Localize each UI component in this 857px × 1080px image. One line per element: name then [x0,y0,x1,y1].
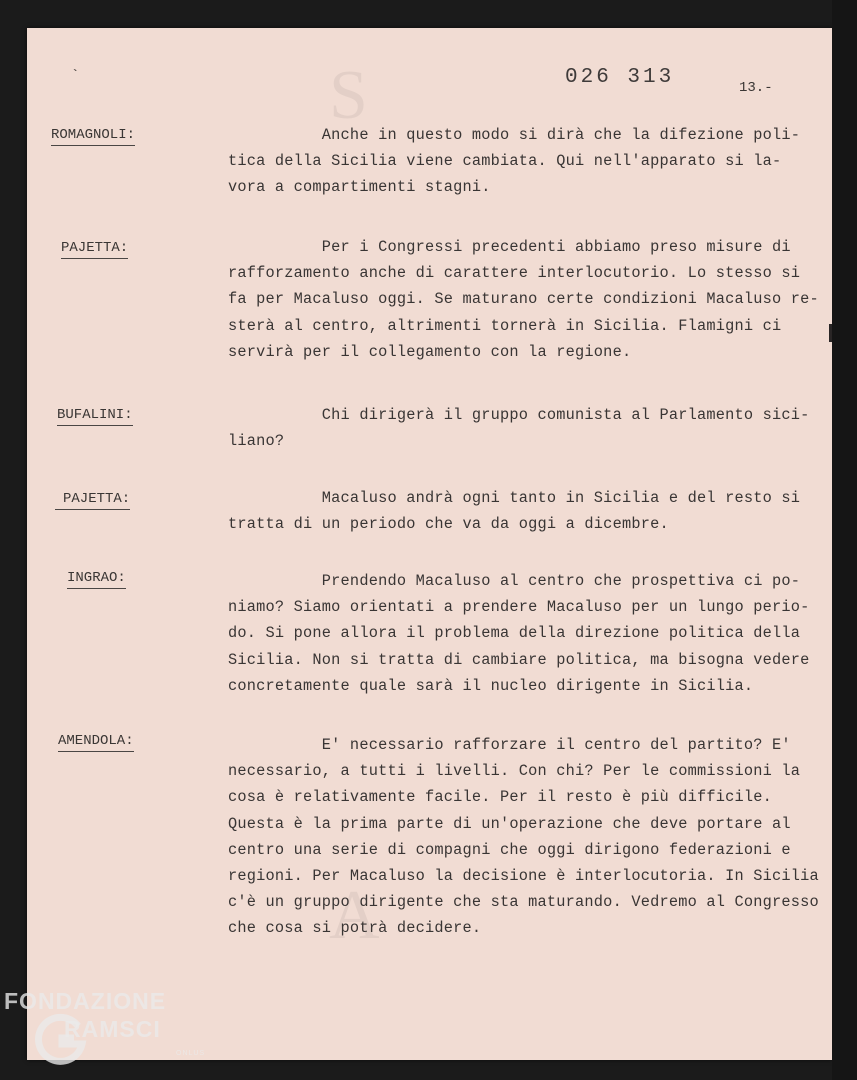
speech-line: che cosa si potrà decidere. [228,919,482,938]
speaker-label: AMENDOLA: [58,733,134,749]
speech-line: servirà per il collegamento con la regione. [228,342,632,361]
speaker-underline [58,751,134,752]
speaker-underline [67,588,126,589]
speaker-romagnoli [51,126,135,144]
speech-line: fa per Macaluso oggi. Se maturano certe condizioni Macaluso re- [228,290,819,309]
speech-line: rafforzamento anche di carattere interlocutorio. Lo stesso si [228,264,801,283]
speaker-label: BUFALINI: [57,407,133,423]
speech-line: Macaluso andrà ogni tanto in Sicilia e del resto si [228,489,801,507]
speech-line: tica della Sicilia viene cambiata. Qui nell'apparato si la- [228,152,782,171]
tick-mark: ` [71,68,80,84]
speech-line: Per i Congressi precedenti abbiamo preso misure di [228,238,791,256]
speech-pajetta-1 [228,234,818,365]
watermark-line2: RAMSCI [64,1016,161,1042]
speech-line: do. Si pone allora il problema della direzione politica della [228,624,801,643]
speech-line: vora a compartimenti stagni. [228,178,491,197]
speech-line: c'è un gruppo dirigente che sta maturando. Vedremo al Congresso [228,893,819,912]
speaker-amendola [58,732,134,750]
document-page [27,28,832,1060]
speech-line: concretamente quale sarà il nucleo dirigente in Sicilia. [228,676,754,695]
speech-bufalini [228,402,818,454]
speech-line: tratta di un periodo che va da oggi a dicembre. [228,515,669,534]
speech-line: cosa è relativamente facile. Per il resto è più difficile. [228,788,773,807]
speech-line: liano? [228,432,285,451]
scan-edge [832,0,857,1080]
page-number: 13.- [739,80,773,96]
watermark-small: ONLUS [176,1050,206,1057]
speech-line: E' necessario rafforzare il centro del partito? E' [228,736,791,754]
speech-line: Chi dirigerà il gruppo comunista al Parlamento sici- [228,406,810,424]
speaker-pajetta-1 [61,239,128,257]
speech-line: Anche in questo modo si dirà che la difezione poli- [228,126,801,144]
speech-line: Questa è la prima parte di un'operazione che deve portare al [228,814,791,833]
speaker-ingrao [67,569,126,587]
watermark-line1: FONDAZIONE [4,988,167,1014]
speech-line: niamo? Siamo orientati a prendere Macaluso per un lungo perio- [228,598,810,617]
speech-line: Sicilia. Non si tratta di cambiare politica, ma bisogna vedere [228,650,810,669]
speech-amendola [228,732,818,942]
speech-pajetta-2 [228,485,818,537]
svg-text:S: S [329,58,368,134]
speaker-underline [57,425,133,426]
speech-romagnoli [228,122,818,201]
speech-line: sterà al centro, altrimenti tornerà in Sicilia. Flamigni ci [228,316,782,335]
svg-text:A: A [329,877,380,938]
speaker-label: INGRAO: [67,570,126,586]
speaker-underline [55,509,130,510]
speech-line: centro una serie di compagni che oggi dirigono federazioni e [228,840,791,859]
speech-ingrao [228,568,818,699]
speaker-label: ROMAGNOLI: [51,127,136,143]
speaker-label: PAJETTA: [61,240,129,256]
speech-line: necessario, a tutti i livelli. Con chi? Per le commissioni la [228,762,801,781]
speaker-label: PAJETTA: [63,491,131,507]
speaker-pajetta-2 [55,490,130,508]
document-number: 026 313 [565,66,675,89]
speaker-underline [61,258,128,259]
speaker-bufalini [57,406,133,424]
speaker-underline [51,145,135,146]
speech-line: regioni. Per Macaluso la decisione è interlocutoria. In Sicilia [228,867,819,886]
speech-line: Prendendo Macaluso al centro che prospettiva ci po- [228,572,801,590]
